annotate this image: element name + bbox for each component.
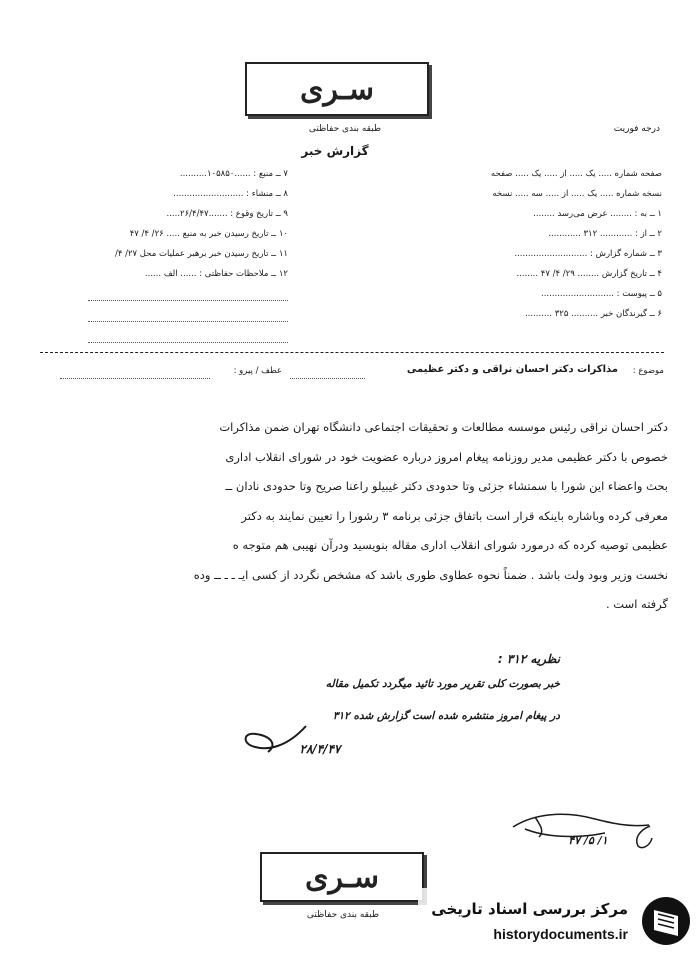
reference-label: عطف / پیرو :	[233, 366, 282, 376]
bottom-stamp-text: سـری	[305, 859, 379, 895]
history-documents-logo-icon	[640, 894, 692, 948]
field-page-number: صفحه شماره ..... یک ..... از ..... یک ..... صفحه	[490, 169, 662, 179]
body-line: معرفی کرده وباشاره باینکه قرار است باتفاق جزئی برنامه ۳ رشورا را تعیین نمایند به دکتر	[241, 508, 668, 523]
field-security-notes: ۱۲ ــ ملاحظات حفاظتی : ...... الف ......	[144, 269, 288, 279]
field-origin: ۸ ــ منشاء : ..........................	[173, 189, 288, 199]
subject-value: مذاکرات دکتر احسان نراقی و دکتر عظیمی	[406, 364, 618, 375]
urgency-label: درجه فوریت	[613, 124, 660, 134]
body-line: دکتر احسان نراقی رئیس موسسه مطالعات و تحقیقات اجتماعی دانشگاه تهران ضمن مذاکرات	[219, 420, 668, 434]
signature-mark	[630, 822, 656, 852]
field-recipients: ۶ ــ گیرندگان خبر .......... ۳۲۵ ..........	[524, 309, 662, 319]
right-fields	[400, 164, 662, 324]
field-report-date: ۴ ــ تاریخ گزارش ........ ۲۹/ ۴/ ۴۷ ........	[516, 269, 662, 279]
blank-line	[88, 322, 288, 343]
top-secret-stamp	[245, 62, 429, 116]
signature-date: ۱/ ۵/ ۴۷	[568, 834, 608, 847]
field-to: ۱ ــ به : ........ عرض می‌رسد ........	[533, 209, 662, 219]
bottom-secret-stamp	[260, 852, 424, 902]
signature-initial	[630, 822, 656, 856]
bottom-classification-label: طبقه بندی حفاظتی	[306, 910, 380, 920]
subject-label: موضوع :	[632, 366, 664, 376]
body-line: گرفته است .	[605, 597, 668, 611]
field-report-number: ۳ ــ شماره گزارش : ...........................	[514, 249, 662, 259]
body-line: خصوص با دکتر عظیمی مدیر روزنامه پیغام امروز درباره عضویت خود در شورای انقلاب اداری	[225, 449, 668, 464]
blank-line	[88, 284, 288, 301]
classification-label: طبقه بندی حفاظتی	[308, 124, 382, 134]
handwritten-note-heading: نظریه ۳۱۲ :	[497, 652, 560, 666]
top-stamp-text: سـری	[300, 71, 374, 107]
handwritten-note-line: در پیغام امروز منتشره شده است گزارش شده ۳۱۲	[332, 710, 560, 722]
handwritten-signature-flourish	[238, 716, 308, 756]
blank-line	[88, 301, 288, 322]
watermark-url: historydocuments.ir	[493, 926, 628, 942]
field-from: ۲ ــ از : ............ ۳۱۲ ............	[548, 229, 662, 239]
field-event-date: ۹ ــ تاریخ وقوع : .......۲۶/۴/۴۷.....	[166, 209, 288, 219]
field-source: ۷ ــ منبع : ......۱۰۵۸۵۰..........	[179, 169, 288, 179]
field-leader-received-date: ۱۱ ــ تاریخ رسیدن خبر برهبر عملیات محل ۲۷/ ۴/	[114, 249, 288, 259]
subject-blank	[290, 368, 365, 379]
watermark	[418, 888, 694, 954]
handwritten-note-line: خبر بصورت کلی تقریر مورد تائید میگردد تکمیل مقاله	[325, 678, 560, 690]
report-body	[58, 420, 668, 627]
field-attachment: ۵ ــ پیوست : ...........................	[541, 289, 662, 299]
watermark-title: مرکز بررسی اسناد تاریخی	[431, 900, 628, 918]
body-line: بحث واعضاء این شورا با سمتشاء جزئی وتا حدودی دکتر غیبیلو راعنا صریح وتا حدودی نادان ــ	[225, 479, 668, 493]
reference-blank	[60, 368, 210, 379]
field-source-received-date: ۱۰ ــ تاریخ رسیدن خبر به منبع ..... ۲۶/ ۴/ ۴۷	[129, 229, 288, 239]
field-copy-number: نسخه شماره ..... یک ..... از ..... سه ..... نسخه	[492, 189, 662, 199]
left-fields	[40, 164, 288, 343]
report-title: گزارش خبر	[301, 144, 369, 158]
body-line: عظیمی توصیه کرده که درمورد شورای انقلاب اداری مقاله بنویسید ودرآن نهیبی هم متوجه ه	[232, 538, 668, 552]
divider	[40, 352, 664, 353]
body-line: نخست وزیر وبود ولت باشد . ضمناً نحوه عطاوی طوری باشد که مشخص نگردد از کسی ایـ ـ ـ ــ وده	[193, 567, 668, 582]
handwritten-note-date: ۲۸/۴/۴۷	[299, 742, 341, 756]
